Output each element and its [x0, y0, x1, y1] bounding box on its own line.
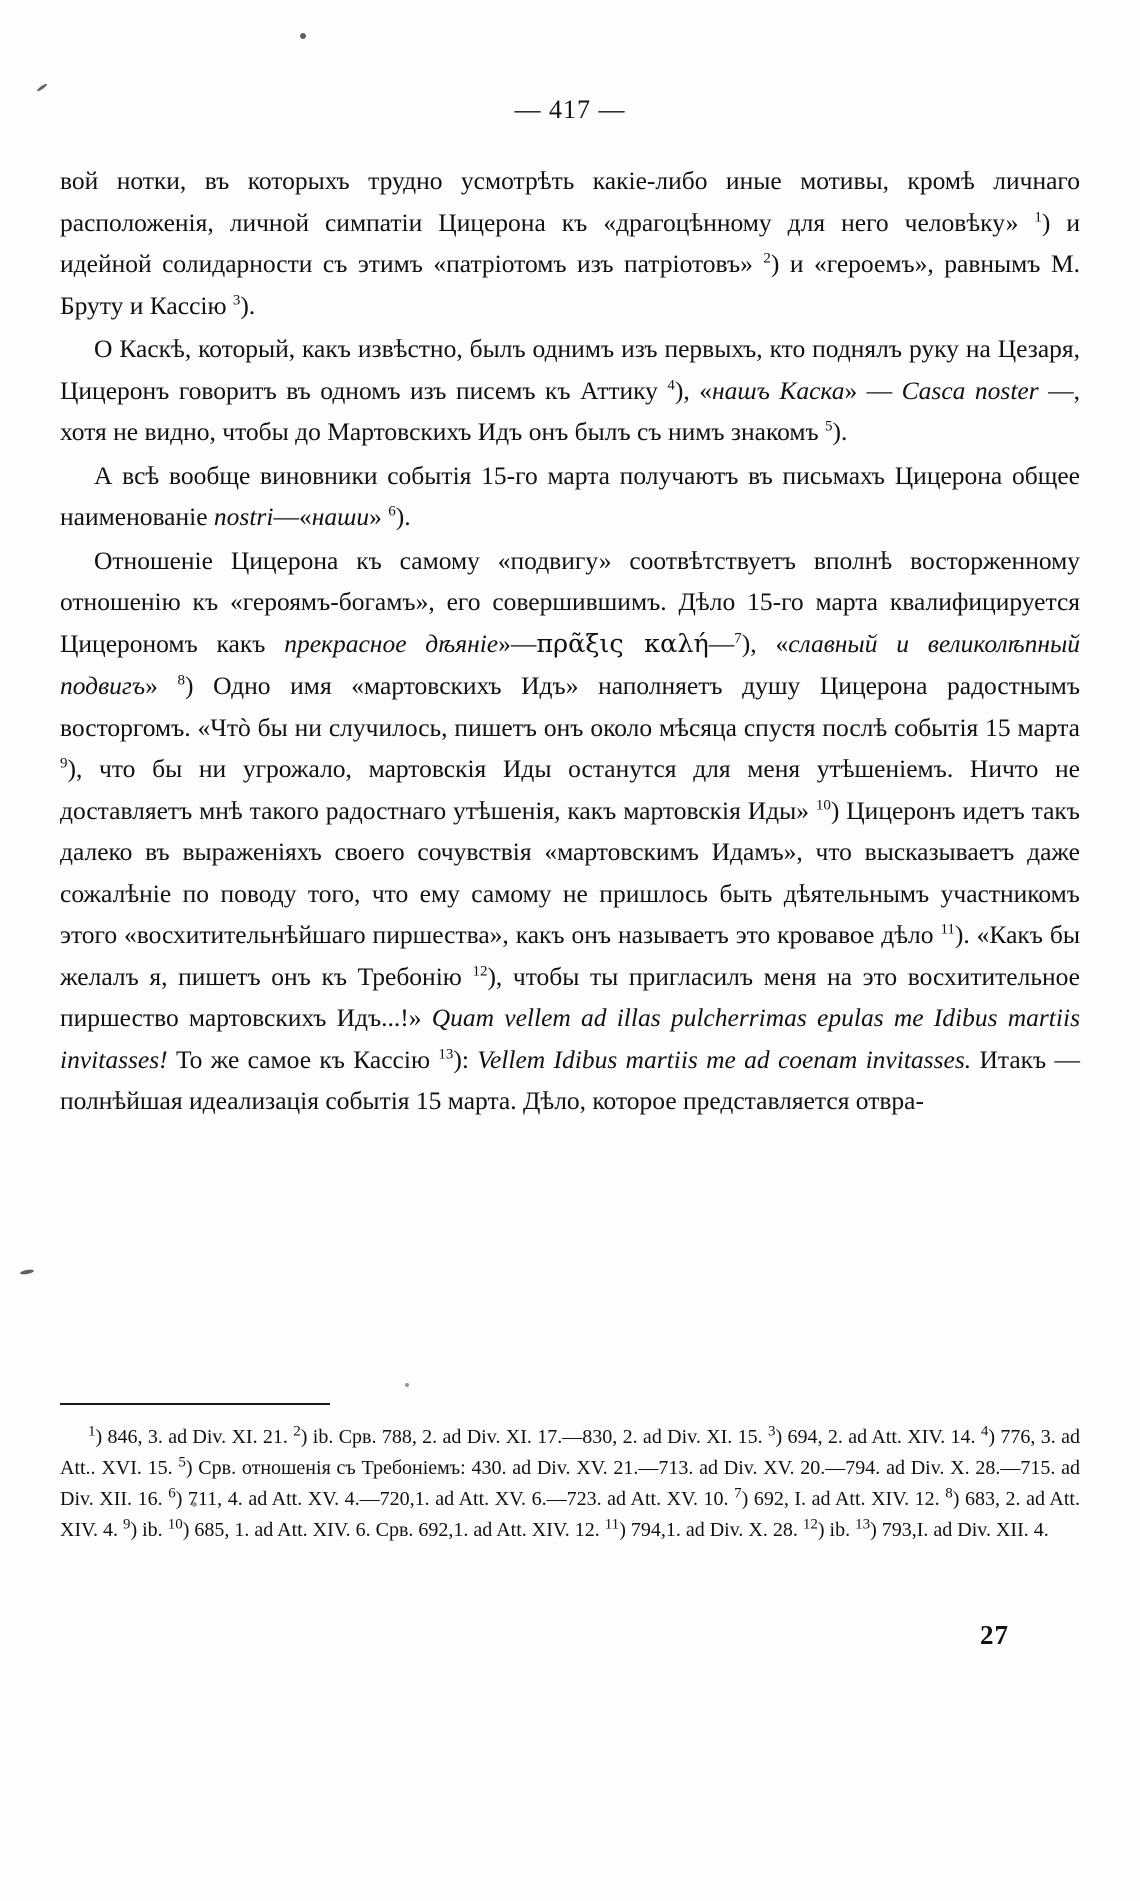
- paragraph: О Каскѣ, который, какъ извѣстно, былъ однимъ изъ первыхъ, кто поднялъ руку на Цезаря, Цицеронъ говоритъ въ одномъ изъ писемъ къ Аттику $^4$), «нашъ Каска» — Casca noster —, хотя не видно, чтобы до Мартовскихъ Идъ онъ былъ съ нимъ знакомъ $^5$).: [60, 334, 1081, 446]
- paragraph: А всѣ вообще виновники событія 15-го марта получаютъ въ письмахъ Цицерона общее наименованіе nostri—«наши» $^6$).: [60, 460, 1080, 531]
- footnote-text: $^1$) 846, 3. ad Div. XI. 21. $^2$) ib. Срв. 788, 2. ad Div. XI. 17.—830, 2. ad Div. XI. 15. $^3$) 694, 2. ad Att. XIV. 14. $^4$) 776, 3. ad Att.. XVI. 15. $^5$) Срв. отношенія съ Требоніемъ: 430. ad Div. XV. 21.—713. ad Div. XV. 20.—794. ad Div. X. 28.—715. ad Div. XII. 16. $^6$) 711, 4. ad Att. XV. 4.—720,1. ad Att. XV. 6.—723. ad Att. XV. 10. $^7$) 692, I. ad Att. XIV. 12. $^8$) 683, 2. ad Att. XIV. 4. $^9$) ib. $^{10}$) 685, 1. ad Att. XIV. 6. Срв. 692,1. ad Att. XIV. 12. $^{11}$) 794,1. ad Div. X. 28. $^{12}$) ib. $^{13}$) 793,I. ad Div. XII. 4.: [60, 1423, 1081, 1541]
- paragraph: Отношеніе Цицерона къ самому «подвигу» соотвѣтствуетъ вполнѣ восторженному отношенію къ «героямъ-богамъ», его совершившимъ. Дѣло 15-го марта квалифицируется Цицерономъ какъ прекрасное дѣяніе»—πρᾶξις καλή—$^7$), «славный и великолѣпный подвигъ» $^8$) Одно имя «мартовскихъ Идъ» наполняетъ душу Цицерона радостнымъ восторгомъ. «Чтò бы ни случилось, пишетъ онъ около мѣсяца спустя послѣ событія 15 марта $^9$), что бы ни угрожало, мартовскія Иды останутся для меня утѣшеніемъ. Ничто не доставляетъ мнѣ такого радостнаго утѣшенія, какъ мартовскія Иды» $^{10}$) Цицеронъ идетъ такъ далеко въ выраженіяхъ своего сочувствія «мартовскимъ Идамъ», что высказываетъ даже сожалѣніе по поводу того, что ему самому не пришлось быть дѣятельнымъ участникомъ этого «восхитительнѣйшаго пиршества», какъ онъ называетъ это кровавое дѣло $^{11}$). «Какъ бы желалъ я, пишетъ онъ къ Требонію $^{12}$), чтобы ты пригласилъ меня на это восхитительное пиршество мартовскихъ Идъ...!» Quam vellem ad illas pulcherrimas epulas me Idibus martiis invitasses! То же самое къ Кассію $^{13}$): Vellem Idibus martiis me ad coenam invitasses. Итакъ — полнѣйшая идеализація событія 15 марта. Дѣло, которое представляется отвра-: [60, 545, 1081, 1115]
- scan-speck: [405, 1383, 409, 1387]
- footnotes-block: [60, 1422, 1080, 1546]
- scan-speck: [36, 83, 48, 92]
- scan-speck: [300, 33, 306, 39]
- signature-mark: 27: [980, 1620, 1009, 1650]
- scan-speck: [20, 1269, 34, 1275]
- body-text: [60, 160, 1080, 1124]
- footnote-separator-rule: [60, 1403, 330, 1405]
- paragraph: вой нотки, въ которыхъ трудно усмотрѣть какіе-либо иные мотивы, кромѣ личнаго расположенія, личной симпатіи Цицерона къ «драгоцѣнному для него человѣку» $^1$) и идейной солидарности съ этимъ «патріотомъ изъ патріотовъ» $^2$) и «героемъ», равнымъ М. Бруту и Кассію $^3$).: [60, 166, 1080, 320]
- page-number-header: — 417 —: [514, 95, 626, 124]
